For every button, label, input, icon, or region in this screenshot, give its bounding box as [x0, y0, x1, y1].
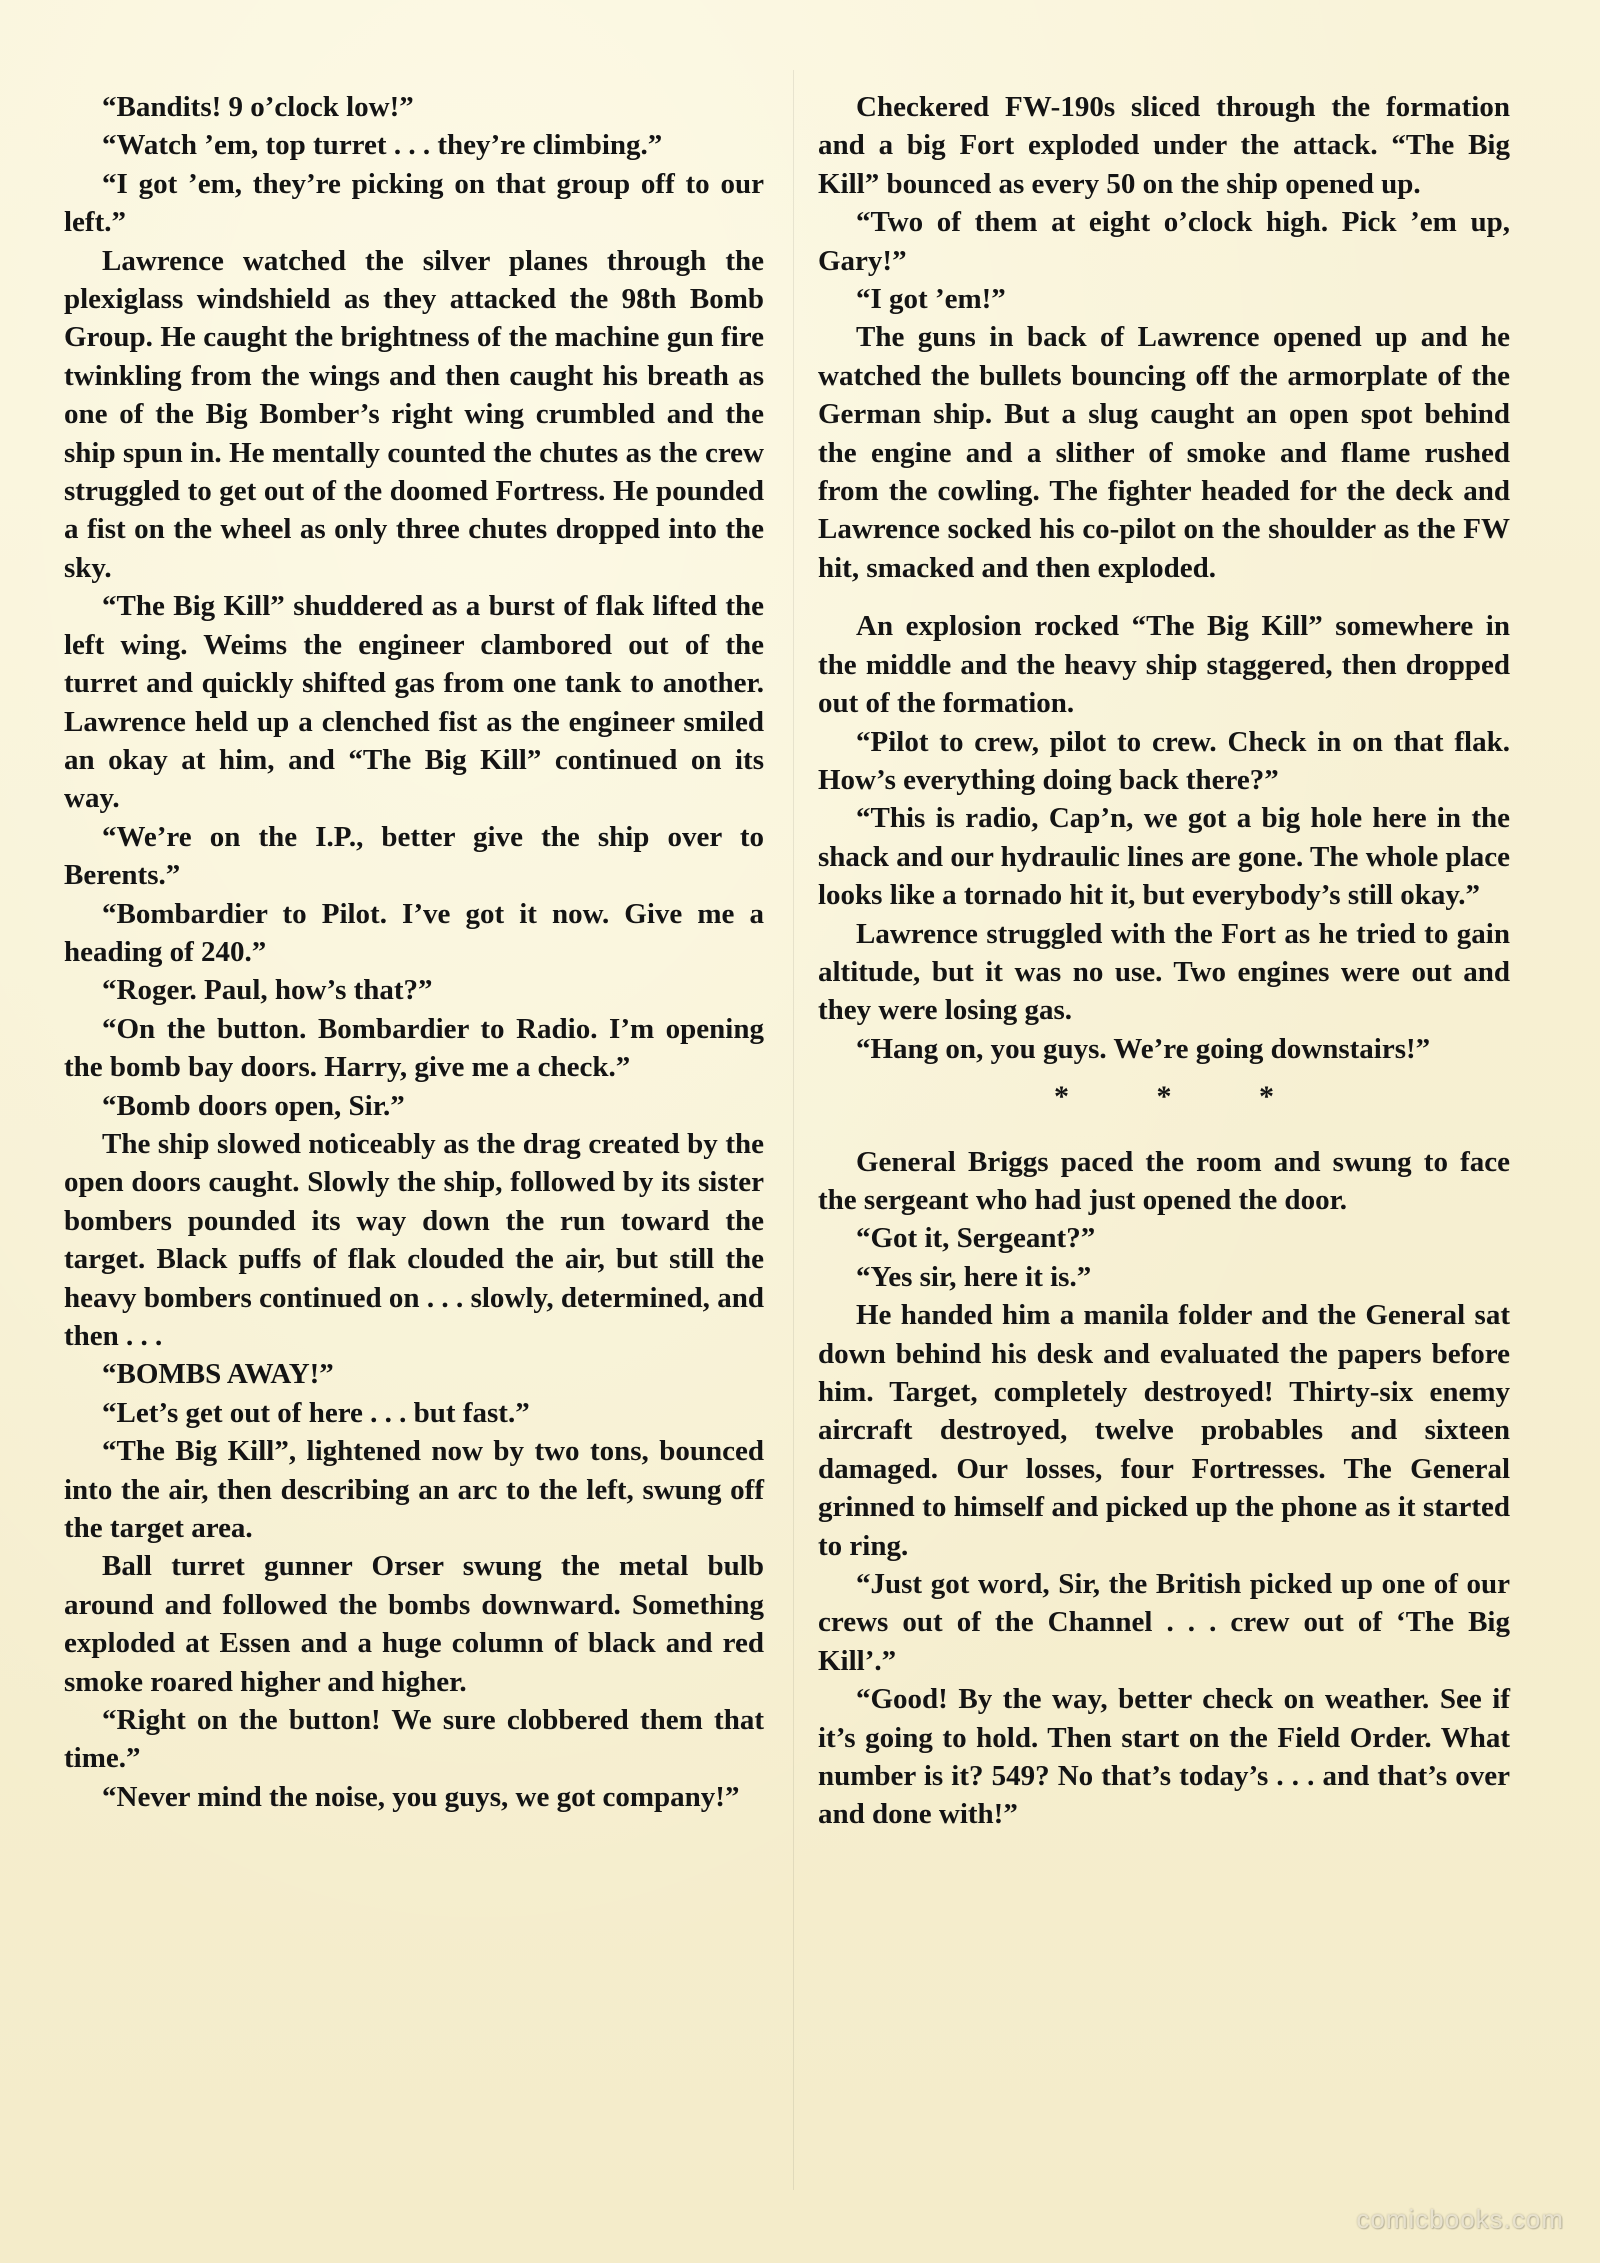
paragraph: The ship slowed noticeably as the drag created by the open doors caught. Slowly the ship, followed by its sister bombers pounded its way down the run toward the target. Black puffs of flak clouded the air, but still the heavy bombers continued on . . . slowly, determined, and then . . .	[64, 1127, 764, 1352]
paragraph: “Bomb doors open, Sir.”	[102, 1089, 405, 1122]
paragraph: He handed him a manila folder and the General sat down behind his desk and evaluated the papers before him. Target, completely destroyed! Thirty-six enemy aircraft destroyed, twelve probables and sixteen damaged. Our losses, four Fortresses. The General grinned to himself and picked up the phone as it started to ring.	[818, 1299, 1510, 1562]
paragraph: General Briggs paced the room and swung to face the sergeant who had just opened the door.	[818, 1145, 1510, 1216]
section-break: * * *	[1054, 1080, 1314, 1114]
paragraph: “This is radio, Cap’n, we got a big hole here in the shack and our hydraulic lines are gone. The whole place looks like a tornado hit it, but everybody’s still okay.”	[818, 802, 1510, 912]
paragraph: “The Big Kill” shuddered as a burst of flak lifted the left wing. Weims the engineer clambored out of the turret and quickly shifted gas from one tank to another. Lawrence held up a clenched fist as the engineer smiled an okay at him, and “The Big Kill” continued on its way.	[64, 590, 764, 815]
paragraph: “On the button. Bombardier to Radio. I’m opening the bomb bay doors. Harry, give me a check.”	[64, 1012, 764, 1084]
paragraph: “Pilot to crew, pilot to crew. Check in on that flak. How’s everything doing back there?”	[818, 725, 1510, 796]
paragraph: “I got ’em!”	[856, 283, 1006, 316]
paragraph: “We’re on the I.P., better give the ship over to Berents.”	[64, 820, 764, 892]
paragraph: “The Big Kill”, lightened now by two tons, bounced into the air, then describing an arc to the left, swung off the target area.	[64, 1435, 764, 1545]
paragraph: “Got it, Sergeant?”	[856, 1222, 1096, 1255]
paragraph: “Watch ’em, top turret . . . they’re climbing.”	[102, 129, 663, 162]
paragraph: Checkered FW-190s sliced through the formation and a big Fort exploded under the attack. “The Big Kill” bounced as every 50 on the ship opened up.	[818, 91, 1510, 200]
paragraph: “Bandits! 9 o’clock low!”	[102, 91, 414, 123]
paragraph: “BOMBS AWAY!”	[102, 1358, 334, 1391]
paragraph: Ball turret gunner Orser swung the metal bulb around and followed the bombs downward. Something exploded at Essen and a huge column of black and red smoke roared higher and higher.	[64, 1550, 764, 1698]
column-gutter	[793, 70, 794, 2190]
paragraph: Lawrence watched the silver planes through the plexiglass windshield as they attacked the 98th Bomb Group. He caught the brightness of the machine gun fire twinkling from the wings and then caught his breath as one of the Big Bomber’s right wing crumbled and the ship spun in. He mentally counted the chutes as the crew struggled to get out of the doomed Fortress. He pounded a fist on the wheel as only three chutes dropped into the sky.	[64, 244, 764, 584]
paragraph: “Yes sir, here it is.”	[856, 1260, 1092, 1293]
paragraph: “I got ’em, they’re picking on that group off to our left.”	[64, 167, 764, 239]
paragraph: “Hang on, you guys. We’re going downstairs!”	[856, 1032, 1431, 1065]
right-text-column	[818, 88, 1510, 1834]
paragraph: An explosion rocked “The Big Kill” somewhere in the middle and the heavy ship staggered, then dropped out of the formation.	[818, 610, 1510, 720]
paragraph: “Just got word, Sir, the British picked up one of our crews out of the Channel . . . crew out of ‘The Big Kill’.”	[818, 1568, 1510, 1677]
paragraph: “Right on the button! We sure clobbered them that time.”	[64, 1704, 764, 1775]
paragraph: The guns in back of Lawrence opened up and he watched the bullets bouncing off the armorplate of the German ship. But a slug caught an open spot behind the engine and a slither of smoke and flame rushed from the cowling. The fighter headed for the deck and Lawrence socked his co-pilot on the shoulder as the FW hit, smacked and then exploded.	[818, 321, 1510, 584]
paragraph: “Two of them at eight o’clock high. Pick ’em up, Gary!”	[818, 206, 1510, 277]
site-watermark: comicbooks.com	[1356, 2204, 1564, 2234]
paragraph: Lawrence struggled with the Fort as he tried to gain altitude, but it was no use. Two engines were out and they were losing gas.	[818, 917, 1510, 1027]
left-text-column	[64, 88, 764, 1816]
paragraph: “Never mind the noise, you guys, we got company!”	[102, 1780, 740, 1813]
paragraph: “Good! By the way, better check on weather. See if it’s going to hold. Then start on the Field Order. What number is it? 549? No that’s today’s . . . and that’s over and done with!”	[818, 1683, 1510, 1831]
paragraph: “Roger. Paul, how’s that?”	[102, 974, 433, 1007]
paragraph: “Bombardier to Pilot. I’ve got it now. Give me a heading of 240.”	[64, 897, 764, 968]
paragraph: “Let’s get out of here . . . but fast.”	[102, 1396, 530, 1429]
